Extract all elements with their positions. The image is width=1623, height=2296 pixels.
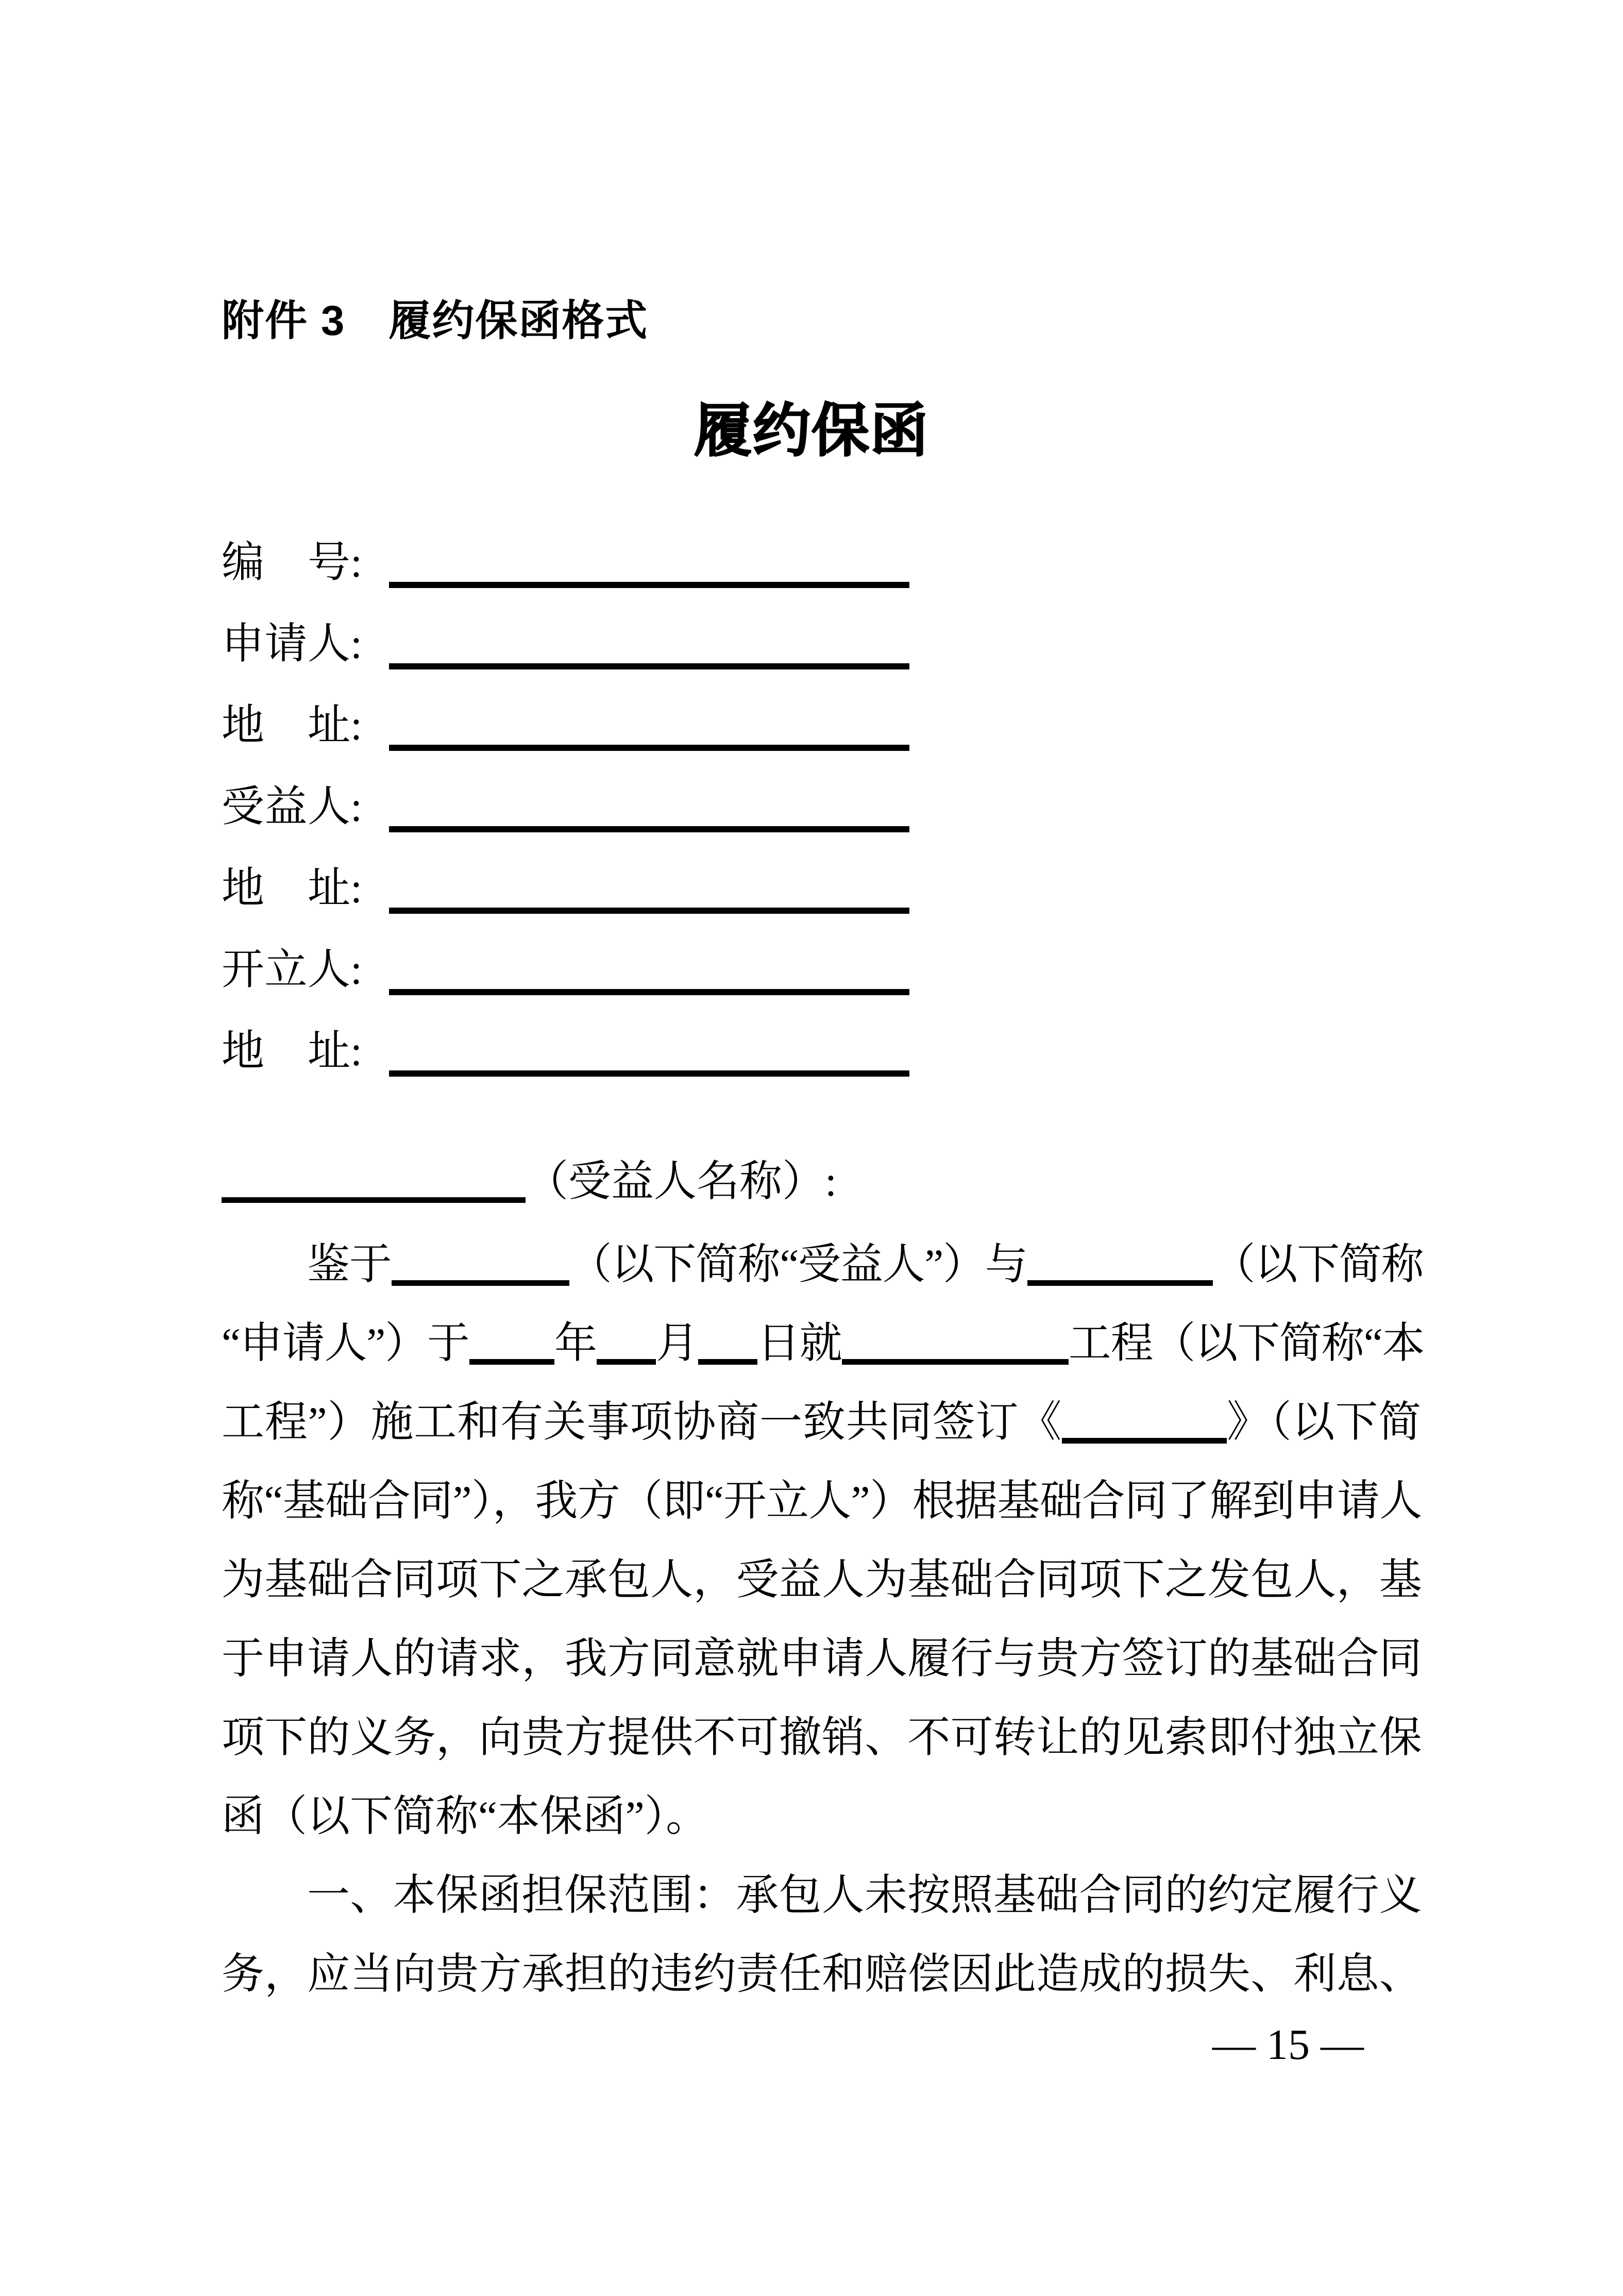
form-row: [222, 1010, 943, 1092]
form-label-char: 址: [308, 1027, 350, 1075]
body-text: 一、本保函担保范围：承包人未按照基础合同的约定履行义: [307, 1871, 1422, 1919]
form-label: [222, 766, 350, 847]
form-label-char: 地: [222, 701, 264, 749]
form-underline: [389, 1070, 909, 1077]
recipient-line-content: [222, 1142, 1422, 1221]
form-label: [222, 847, 350, 929]
blank-underline: [392, 1280, 569, 1286]
blank-underline: [842, 1359, 1069, 1365]
body-text: 年: [554, 1319, 597, 1367]
body-text: 月: [655, 1319, 698, 1367]
body-line: [222, 1777, 1422, 1856]
form-label-colon: :: [350, 864, 363, 912]
body-line: [222, 1304, 1425, 1383]
form-row: [222, 603, 943, 684]
form-label-char: 地: [222, 1027, 264, 1075]
page-number: — 15 —: [1212, 2021, 1364, 2069]
body-text: （以下简称“受益人”）与: [569, 1241, 1027, 1288]
form-label-char: 请: [264, 620, 308, 667]
form-label-char: 址: [308, 701, 350, 749]
form-label-colon: :: [350, 1027, 363, 1075]
body-line: [222, 1225, 1508, 1304]
form-underline: [389, 663, 909, 669]
form-label-colon: :: [350, 783, 363, 830]
body-line: [222, 1935, 1422, 2014]
document-title: 履约保函: [694, 399, 929, 463]
form-underline: [389, 582, 909, 588]
body-text: “申请人”）于: [222, 1319, 469, 1367]
attachment-header: 附件 3 履约保函格式: [222, 297, 649, 344]
form-label: [222, 522, 350, 603]
blank-underline: [597, 1359, 656, 1365]
form-label-colon: :: [350, 620, 363, 667]
form-underline: [389, 826, 909, 832]
body-line: [222, 1462, 1422, 1540]
blank-underline: [1062, 1438, 1227, 1444]
form-label-char: 地: [222, 864, 264, 912]
form-label: [222, 929, 350, 1010]
form-label-char: 立: [264, 946, 308, 993]
form-label-colon: :: [350, 701, 363, 749]
body-text: 鉴于: [307, 1241, 392, 1288]
body-line: [222, 1540, 1422, 1619]
form-label: [222, 603, 350, 684]
form-underline: [389, 745, 909, 751]
form-underline: [389, 908, 909, 914]
form-label-char: 开: [222, 946, 264, 993]
form-underline: [389, 989, 909, 995]
form-label-char: 编: [222, 539, 264, 586]
body-text: 于申请人的请求，我方同意就申请人履行与贵方签订的基础合同: [222, 1635, 1422, 1682]
form-row: [222, 929, 943, 1010]
blank-underline: [222, 1197, 526, 1203]
body-text: 为基础合同项下之承包人，受益人为基础合同项下之发包人，基: [222, 1556, 1422, 1603]
form-row: [222, 847, 943, 929]
form-row: [222, 684, 943, 766]
form-label-char: 人: [308, 783, 350, 830]
body-text: 工程（以下简称“本: [1068, 1319, 1425, 1367]
form-label-char: 申: [222, 620, 264, 667]
form-label-colon: :: [350, 946, 363, 993]
blank-underline: [1027, 1280, 1213, 1286]
body-text: 项下的义务，向贵方提供不可撤销、不可转让的见索即付独立保: [222, 1714, 1422, 1761]
form-label-char: 人: [308, 620, 350, 667]
form-label-char: 人: [308, 946, 350, 993]
body-text: 函（以下简称“本保函”）。: [222, 1792, 709, 1840]
body-line: [222, 1619, 1422, 1698]
form-label-char: 益: [264, 783, 308, 830]
form-row: [222, 522, 943, 603]
body-text: 务，应当向贵方承担的违约责任和赔偿因此造成的损失、利息、: [222, 1950, 1422, 1998]
form-label-char: 受: [222, 783, 264, 830]
blank-underline: [698, 1359, 757, 1365]
body-text: 日就: [757, 1319, 842, 1367]
form-row: [222, 766, 943, 847]
form-label-char: 号: [308, 539, 350, 586]
body-text: 工程”）施工和有关事项协商一致共同签订《: [222, 1398, 1062, 1446]
form-label-colon: :: [350, 539, 363, 586]
body-text: 》（以下简: [1227, 1398, 1422, 1446]
form-label-char: 址: [308, 864, 350, 912]
form-label: [222, 1010, 350, 1092]
body-text: 称“基础合同”），我方（即“开立人”）根据基础合同了解到申请人: [222, 1477, 1422, 1524]
body-text: （受益人名称）:: [526, 1158, 837, 1205]
blank-underline: [469, 1359, 554, 1365]
body-line: [222, 1856, 1508, 1935]
body-line: [222, 1383, 1422, 1462]
body-line: [222, 1698, 1422, 1777]
form-label: [222, 684, 350, 766]
body-text: （以下简称: [1212, 1241, 1424, 1288]
